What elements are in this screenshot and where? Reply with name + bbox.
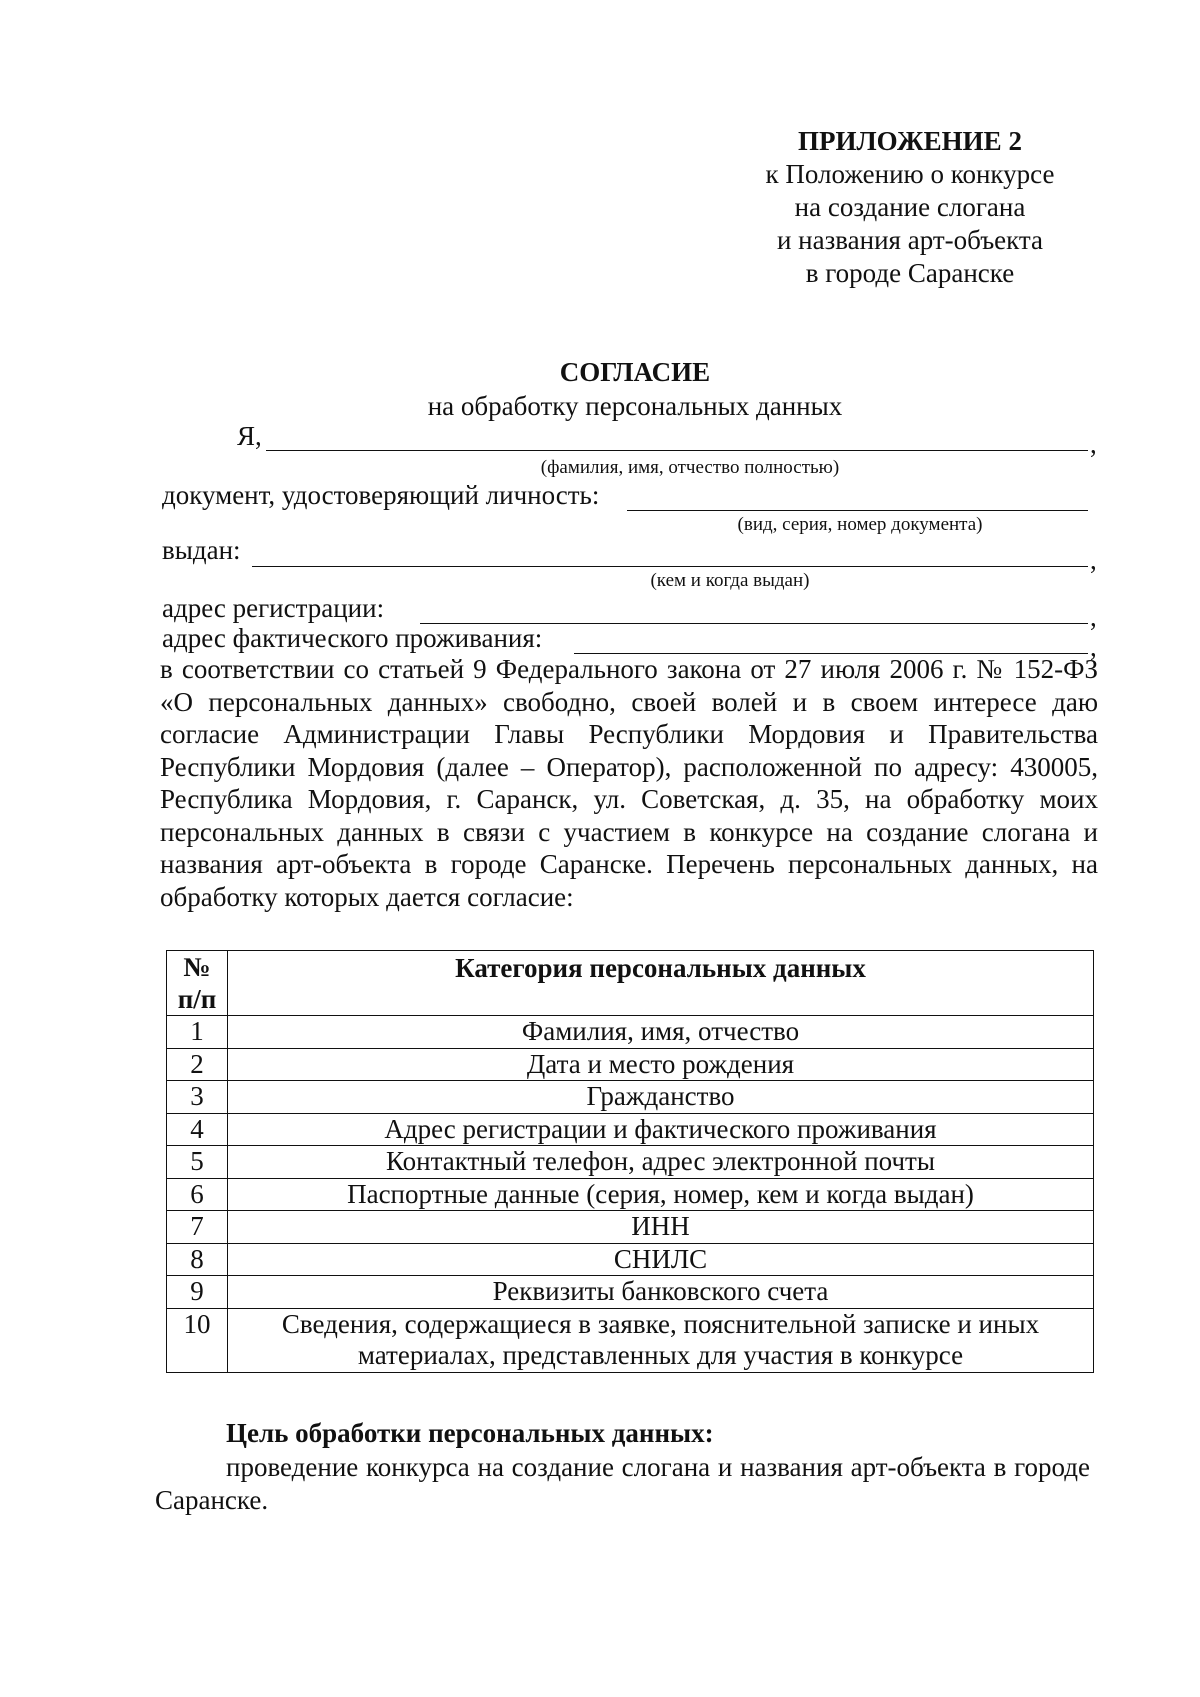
reg-label: адрес регистрации:: [162, 593, 385, 623]
row-number: 10: [167, 1308, 228, 1372]
actual-comma: ,: [1090, 632, 1097, 662]
appendix-title: ПРИЛОЖЕНИЕ 2: [798, 126, 1022, 156]
header-number: № п/п: [167, 951, 228, 1016]
row-number: 9: [167, 1276, 228, 1309]
row-number: 7: [167, 1211, 228, 1244]
document-title: СОГЛАСИЕ: [559, 357, 711, 387]
doc-field[interactable]: [627, 510, 1088, 511]
appendix-block: [740, 125, 1080, 290]
issued-hint: (кем и когда выдан): [650, 570, 810, 591]
appendix-line: в городе Саранске: [805, 258, 1015, 288]
row-number: 8: [167, 1243, 228, 1276]
table-row: [167, 1178, 1094, 1211]
row-category: Фамилия, имя, отчество: [228, 1016, 1094, 1049]
row-category: Реквизиты банковского счета: [228, 1276, 1094, 1309]
table-row: [167, 1016, 1094, 1049]
row-number: 2: [167, 1048, 228, 1081]
row-number: 5: [167, 1146, 228, 1179]
row-category: Паспортные данные (серия, номер, кем и когда выдан): [228, 1178, 1094, 1211]
row-category: Адрес регистрации и фактического проживания: [228, 1113, 1094, 1146]
row-category: Контактный телефон, адрес электронной почты: [228, 1146, 1094, 1179]
name-comma: ,: [1090, 429, 1097, 459]
purpose-text: проведение конкурса на создание слогана и названия арт-объекта в городе Саранске.: [155, 1452, 1090, 1515]
table-row: [167, 1243, 1094, 1276]
row-number: 6: [167, 1178, 228, 1211]
table-row: [167, 1308, 1094, 1372]
row-category: Сведения, содержащиеся в заявке, пояснительной записке и иных материалах, представленных для участия в конкурсе: [228, 1308, 1094, 1372]
name-field[interactable]: [266, 450, 1088, 451]
table-row: [167, 1081, 1094, 1114]
row-category: Дата и место рождения: [228, 1048, 1094, 1081]
table-row: [167, 1211, 1094, 1244]
reg-comma: ,: [1090, 602, 1097, 632]
issued-label: выдан:: [162, 535, 241, 565]
table-row: [167, 1048, 1094, 1081]
row-number: 1: [167, 1016, 228, 1049]
consent-body-text: в соответствии со статьей 9 Федерального закона от 27 июля 2006 г. № 152-ФЗ «О персональных данных» свободно, своей волей и в своем интересе даю согласие Администрации Главы Республики Мордовия и Правительства Республики Мордовия (далее – Оператор), расположенной по адресу: 430005, Республика Мордовия, г. Саранск, ул. Советская, д. 35, на обработку моих персональных данных в связи с участием в конкурсе на создание слогана и названия арт-объекта в городе Саранске. Перечень персональных данных, на обработку которых дается согласие:: [160, 654, 1098, 912]
header-category: Категория персональных данных: [228, 951, 1094, 1016]
actual-label: адрес фактического проживания:: [162, 623, 543, 653]
name-hint: (фамилия, имя, отчество полностью): [540, 457, 840, 478]
doc-hint: (вид, серия, номер документа): [737, 514, 983, 535]
appendix-line: на создание слогана: [794, 192, 1026, 222]
row-category: СНИЛС: [228, 1243, 1094, 1276]
personal-data-table: [166, 950, 1094, 1373]
table-header-row: [167, 951, 1094, 1016]
issued-comma: ,: [1090, 545, 1097, 575]
purpose-heading: Цель обработки персональных данных:: [226, 1418, 714, 1448]
document-subtitle: на обработку персональных данных: [427, 391, 843, 421]
row-number: 3: [167, 1081, 228, 1114]
appendix-line: к Положению о конкурсе: [765, 159, 1055, 189]
table-row: [167, 1276, 1094, 1309]
name-label: Я,: [237, 421, 262, 451]
row-number: 4: [167, 1113, 228, 1146]
table-row: [167, 1113, 1094, 1146]
doc-label: документ, удостоверяющий личность:: [162, 480, 600, 510]
row-category: Гражданство: [228, 1081, 1094, 1114]
issued-field[interactable]: [252, 566, 1088, 567]
appendix-line: и названия арт-объекта: [776, 225, 1044, 255]
row-category: ИНН: [228, 1211, 1094, 1244]
table-row: [167, 1146, 1094, 1179]
